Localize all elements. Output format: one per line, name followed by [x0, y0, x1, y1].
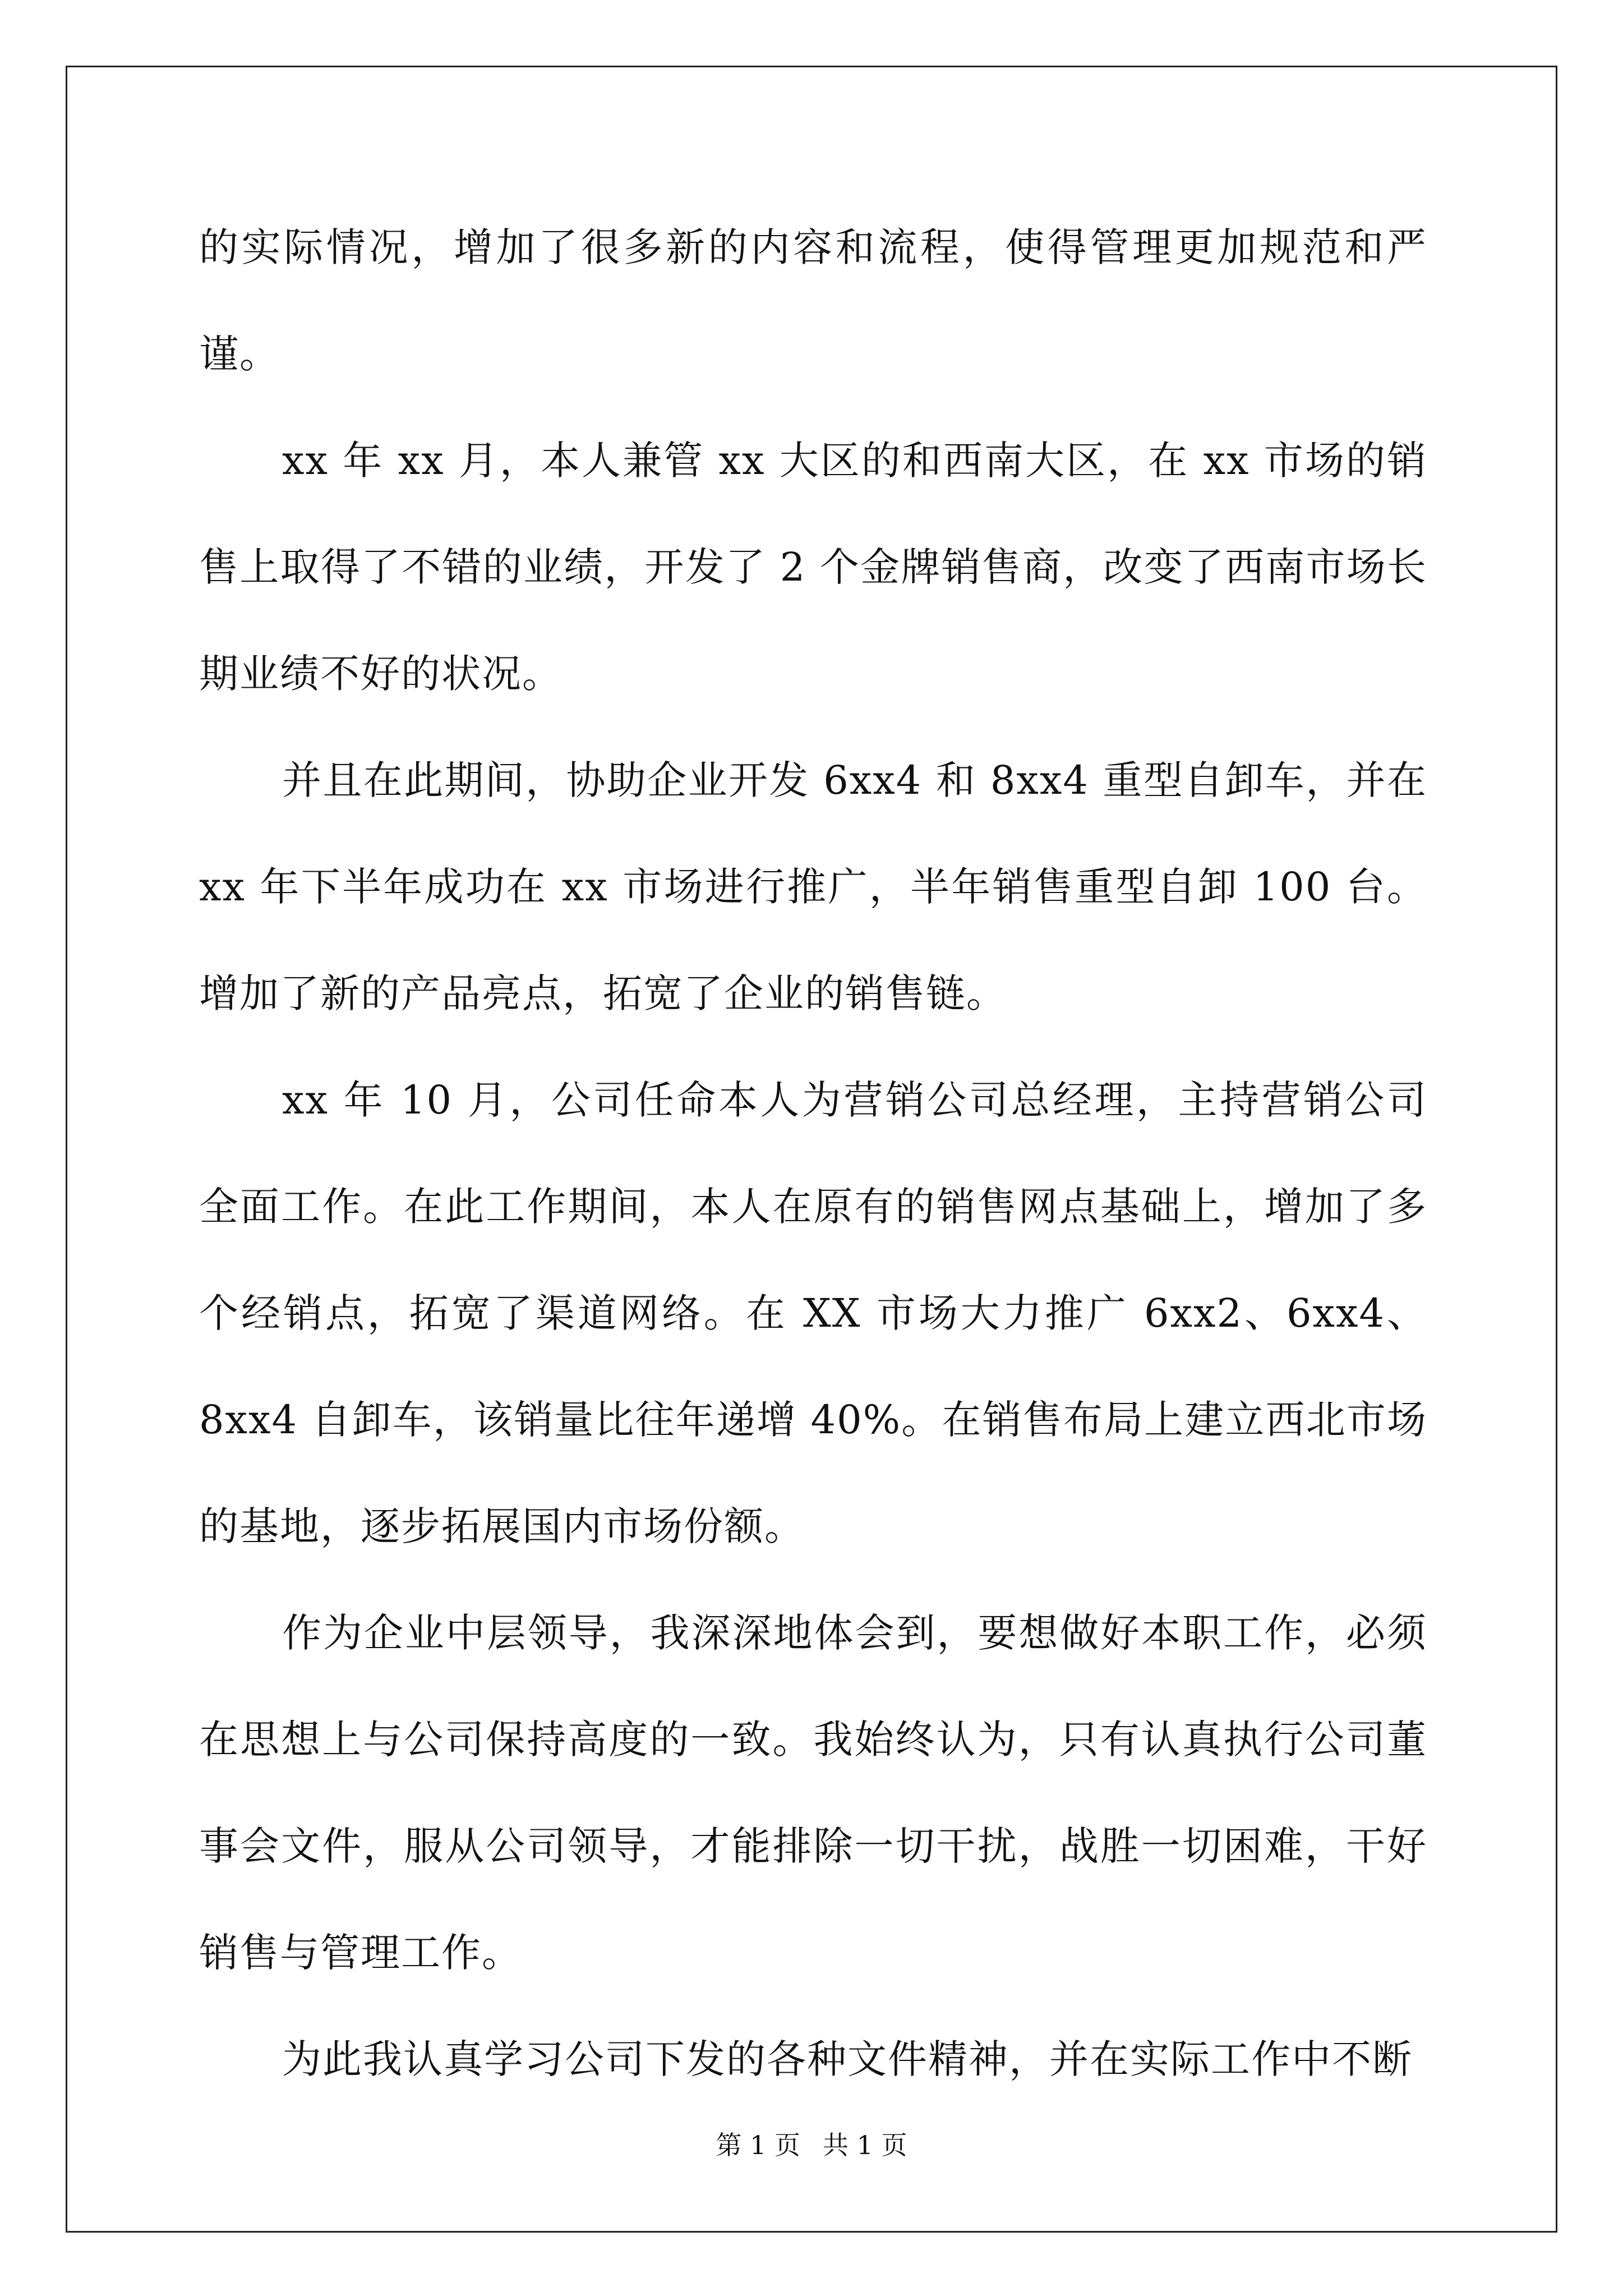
document-body	[199, 194, 1427, 2113]
page-footer	[0, 2128, 1623, 2162]
paragraph-5: 作为企业中层领导，我深深地体会到，要想做好本职工作，必须在思想上与公司保持高度的一致。我始终认为，只有认真执行公司董事会文件，服从公司领导，才能排除一切干扰，战胜一切困难，干好销售与管理工作。	[199, 1610, 1427, 1976]
paragraph-1: 的实际情况，增加了很多新的内容和流程，使得管理更加规范和严谨。	[199, 224, 1427, 377]
paragraph-2: xx 年 xx 月，本人兼管 xx 大区的和西南大区，在 xx 市场的销售上取得了不错的业绩，开发了 2 个金牌销售商，改变了西南市场长期业绩不好的状况。	[199, 438, 1427, 697]
paragraph-4: xx 年 10 月，公司任命本人为营销公司总经理，主持营销公司全面工作。在此工作期间，本人在原有的销售网点基础上，增加了多个经销点，拓宽了渠道网络。在 XX 市场大力推广 6xx2、6xx4、8xx4 自卸车，该销量比往年递增 40%。在销售布局上建立西北市场的基地，逐步拓展国内市场份额。	[199, 1077, 1427, 1549]
page-number: 第 1 页	[716, 2130, 800, 2160]
paragraph-3: 并且在此期间，协助企业开发 6xx4 和 8xx4 重型自卸车，并在 xx 年下半年成功在 xx 市场进行推广，半年销售重型自卸 100 台。增加了新的产品亮点，拓宽了企业的销售链。	[199, 757, 1427, 1016]
page-total: 共 1 页	[823, 2130, 907, 2160]
paragraph-6: 为此我认真学习公司下发的各种文件精神，并在实际工作中不断	[282, 2036, 1413, 2082]
